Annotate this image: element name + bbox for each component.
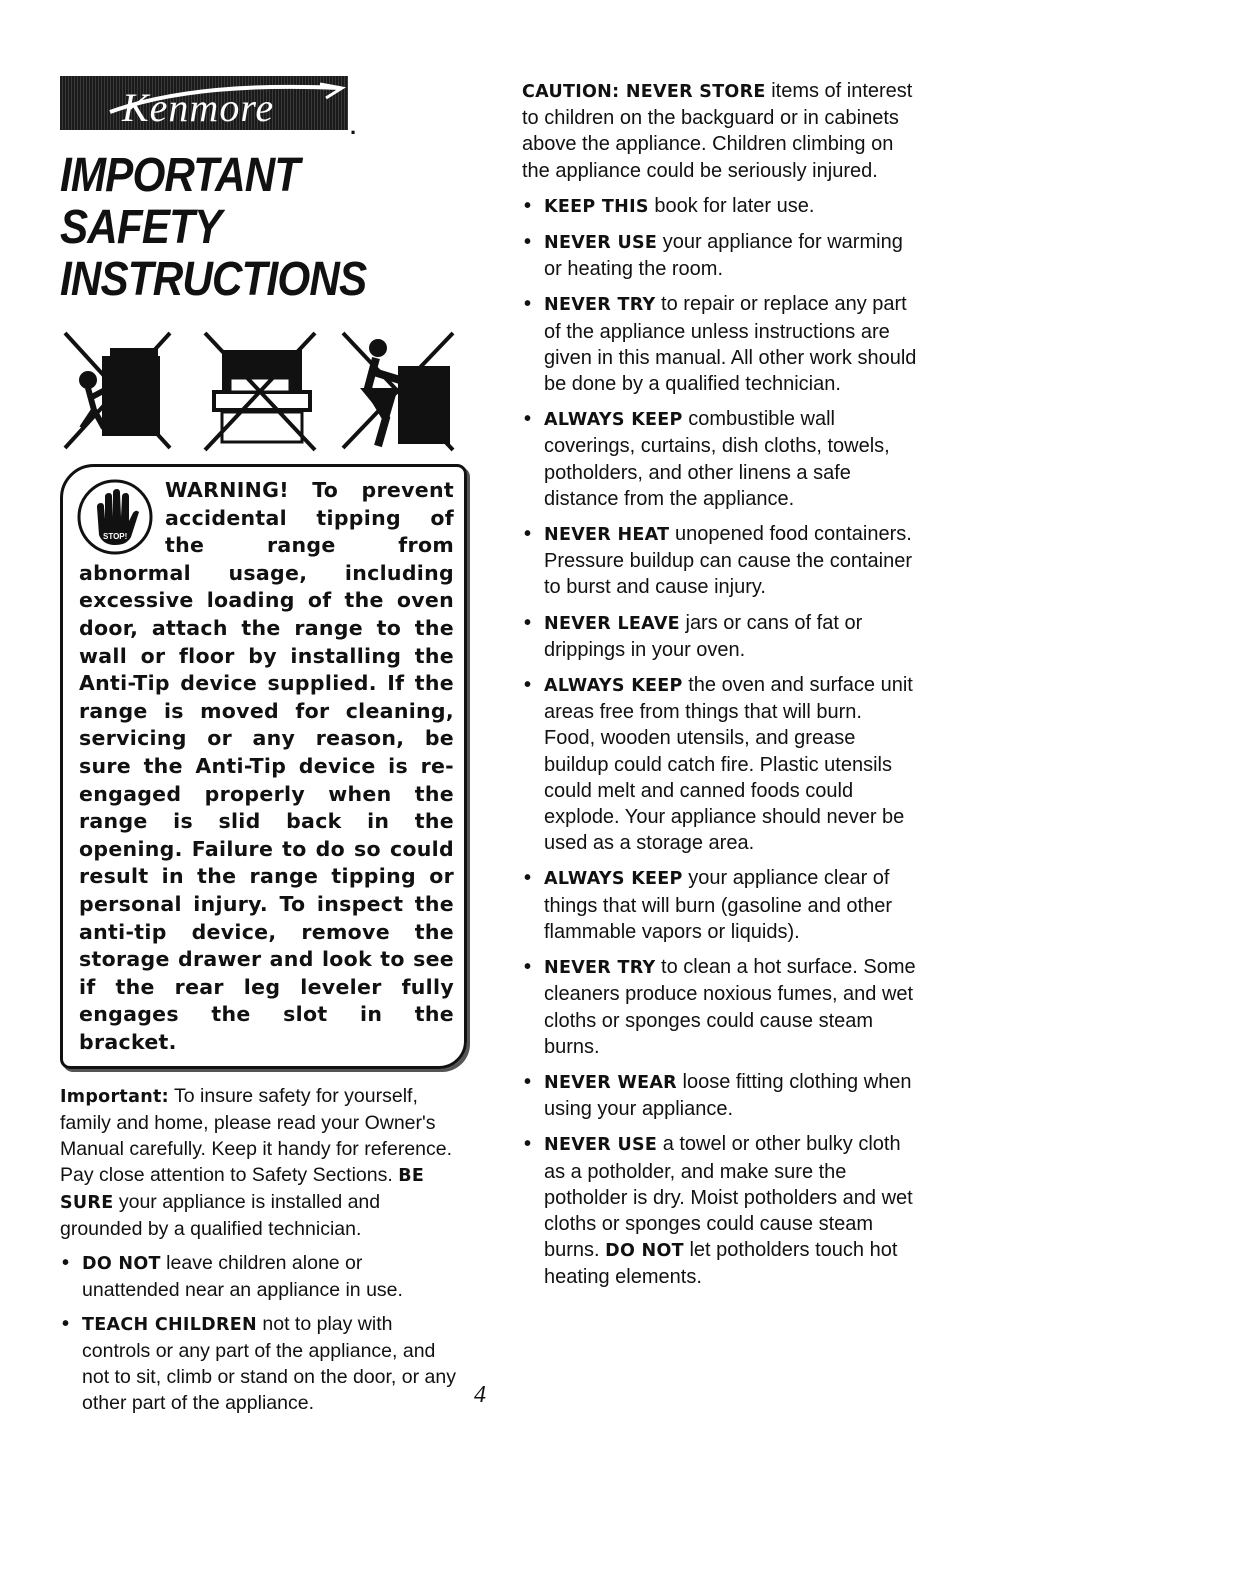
pictogram-row bbox=[60, 328, 465, 456]
list-item: • KEEP THIS book for later use. bbox=[524, 194, 815, 217]
list-item: • ALWAYS KEEP combustible wall coverings, curtains, dish cloths, towels, potholders, and other linens a safe distance from the appliance. bbox=[524, 408, 890, 510]
warning-body: To prevent accidental tipping of the range from abnormal usage, including excessive loading of the oven door, attach the range to the wall or floor by installing the Anti-Tip device supplied. If the range is moved for cleaning, servicing or any reason, be sure the Anti-Tip device is re-engaged properly when the range is slid back in the opening. Failure to do so could result in the range tipping or personal injury. To inspect the anti-tip device, remove the storage drawer and look to see if the rear leg leveler fully engages the slot in the bracket. bbox=[79, 478, 454, 1054]
kenmore-logo bbox=[60, 70, 465, 139]
list-item: • NEVER TRY to clean a hot surface. Some cleaners produce noxious fumes, and wet cloths or sponges could cause steam burns. bbox=[524, 956, 916, 1058]
list-item: • DO NOT leave children alone or unattended near an appliance in use. bbox=[62, 1252, 403, 1302]
stop-label: STOP! bbox=[103, 532, 128, 541]
caution-paragraph: CAUTION: NEVER STORE items of interest to children on the backguard or in cabinets above the appliance. Children climbing on the appliance could be seriously injured. bbox=[522, 80, 913, 182]
page-number: 4 bbox=[474, 1382, 486, 1408]
title-line-2: INSTRUCTIONS bbox=[60, 253, 367, 306]
caution-lead: CAUTION: NEVER STORE bbox=[522, 82, 766, 102]
anti-tip-warning-box bbox=[60, 464, 467, 1069]
important-lead: Important: bbox=[60, 1087, 169, 1108]
list-item: • ALWAYS KEEP the oven and surface unit areas free from things that will burn. Food, wooden utensils, and grease buildup could catch fire. Plastic utensils could melt and canned foods could explode. Your appliance should never be used as a storage area. bbox=[524, 674, 913, 855]
list-item: • NEVER TRY to repair or replace any part of the appliance unless instructions are given in this manual. All other work should be done by a qualified technician. bbox=[524, 293, 917, 396]
page-title bbox=[60, 150, 456, 306]
title-line-1: IMPORTANT SAFETY bbox=[60, 149, 300, 254]
list-item: • NEVER LEAVE jars or cans of fat or drippings in your oven. bbox=[524, 611, 863, 661]
child-climbing-icon bbox=[60, 328, 175, 456]
overloaded-oven-door-icon bbox=[200, 328, 320, 456]
list-item: • NEVER USE a towel or other bulky cloth as a potholder, and make sure the potholder is dry. Moist potholders and wet cloths or sponges could cause steam burns. DO NOT let potholders touch hot heating elements. bbox=[524, 1133, 913, 1289]
warning-lead: WARNING! bbox=[165, 478, 313, 502]
list-item: • NEVER USE your appliance for warming or heating the room. bbox=[524, 231, 903, 281]
logo-dot: . bbox=[350, 114, 357, 139]
logo-text: Kenmore bbox=[122, 85, 275, 130]
list-item: • NEVER WEAR loose fitting clothing when using your appliance. bbox=[524, 1070, 912, 1121]
stop-hand-icon bbox=[75, 477, 155, 557]
right-column bbox=[522, 78, 917, 1291]
list-item: • ALWAYS KEEP your appliance clear of things that will burn (gasoline and other flammable vapors or liquids). bbox=[524, 867, 892, 943]
list-item: • NEVER HEAT unopened food containers. Pressure buildup can cause the container to burst and cause injury. bbox=[524, 523, 913, 599]
person-on-door-icon bbox=[338, 328, 458, 456]
important-paragraph: Important: To insure safety for yourself, family and home, please read your Owner's Manual carefully. Keep it handy for reference. Pay close attention to Safety Sections. BE SURE your appliance is installed and grounded by a qualified technician. bbox=[60, 1085, 453, 1241]
list-item: • TEACH CHILDREN not to play with controls or any part of the appliance, and not to sit, climb or stand on the door, or any other part of the appliance. bbox=[62, 1313, 456, 1415]
left-column bbox=[60, 70, 465, 1416]
